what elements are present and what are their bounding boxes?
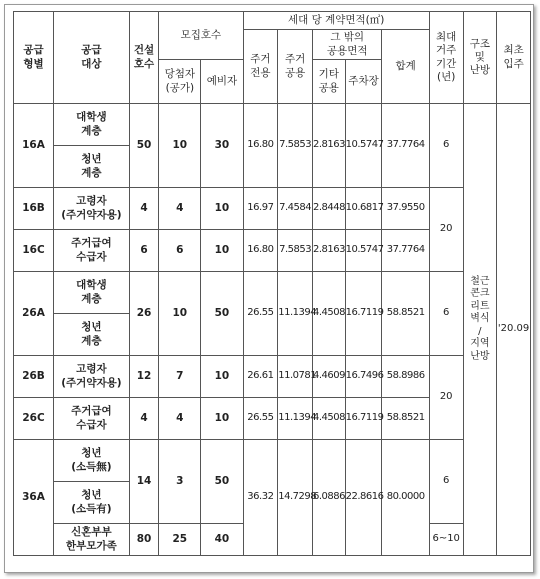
other-area-cell: 4.4609 [312, 356, 345, 398]
target-cell: 대학생 계층 [54, 104, 130, 146]
built-cell: 6 [129, 230, 158, 272]
table-row [14, 356, 531, 398]
common-area-cell: 14.7298 [278, 440, 313, 556]
type-cell: 26C [14, 398, 54, 440]
col-reserve-header: 예비자 [201, 60, 243, 104]
table-row [14, 440, 531, 482]
target-cell: 청년 (소득無) [54, 440, 130, 482]
col-area-header: 세대 당 계약면적(㎡) [243, 12, 429, 30]
period-cell: 20 [429, 188, 463, 272]
win-cell: 4 [159, 398, 201, 440]
other-area-cell: 6.0886 [312, 440, 345, 556]
parking-area-cell: 16.7496 [345, 356, 382, 398]
private-area-cell: 16.80 [243, 230, 278, 272]
target-cell: 주거급여 수급자 [54, 398, 130, 440]
type-cell: 36A [14, 440, 54, 556]
type-cell: 26B [14, 356, 54, 398]
private-area-cell: 16.97 [243, 188, 278, 230]
built-cell: 50 [129, 104, 158, 188]
common-area-cell: 7.4584 [278, 188, 313, 230]
type-cell: 16C [14, 230, 54, 272]
total-area-cell: 58.8521 [382, 272, 429, 356]
type-cell: 16A [14, 104, 54, 188]
table-row [14, 188, 531, 230]
period-cell: 20 [429, 356, 463, 440]
parking-area-cell: 10.5747 [345, 230, 382, 272]
target-cell: 주거급여 수급자 [54, 230, 130, 272]
built-cell: 26 [129, 272, 158, 356]
win-cell: 10 [159, 104, 201, 188]
total-area-cell: 37.9550 [382, 188, 429, 230]
other-area-cell: 4.4508 [312, 272, 345, 356]
col-first-move-header: 최초 입주 [497, 12, 531, 104]
built-cell: 80 [129, 524, 158, 556]
win-cell: 7 [159, 356, 201, 398]
col-common-header: 주거 공용 [278, 30, 313, 104]
common-area-cell: 7.5853 [278, 104, 313, 188]
target-cell: 청년 계층 [54, 314, 130, 356]
col-structure-header: 구조 및 난방 [463, 12, 497, 104]
reserve-cell: 10 [201, 356, 243, 398]
total-area-cell: 37.7764 [382, 104, 429, 188]
period-cell: 6 [429, 104, 463, 188]
common-area-cell: 11.1394 [278, 398, 313, 440]
other-area-cell: 4.4508 [312, 398, 345, 440]
total-area-cell: 37.7764 [382, 230, 429, 272]
private-area-cell: 36.32 [243, 440, 278, 556]
col-win-header: 당첨자 (공가) [159, 60, 201, 104]
reserve-cell: 30 [201, 104, 243, 188]
target-cell: 신혼부부 한부모가족 [54, 524, 130, 556]
reserve-cell: 40 [201, 524, 243, 556]
table-frame [4, 4, 534, 573]
col-target-header: 공급 대상 [54, 12, 130, 104]
structure-cell: 철근 콘크 리트 벽식 / 지역 난방 [463, 104, 497, 556]
win-cell: 10 [159, 272, 201, 356]
private-area-cell: 26.61 [243, 356, 278, 398]
common-area-cell: 7.5853 [278, 230, 313, 272]
common-area-cell: 11.0781 [278, 356, 313, 398]
built-cell: 12 [129, 356, 158, 398]
reserve-cell: 50 [201, 440, 243, 524]
supply-table [13, 11, 531, 556]
table-row [14, 104, 531, 146]
reserve-cell: 10 [201, 398, 243, 440]
col-parking-header: 주차장 [345, 60, 382, 104]
period-cell: 6 [429, 440, 463, 524]
win-cell: 3 [159, 440, 201, 524]
built-cell: 14 [129, 440, 158, 524]
win-cell: 25 [159, 524, 201, 556]
col-other-header: 기타 공용 [312, 60, 345, 104]
reserve-cell: 10 [201, 188, 243, 230]
target-cell: 대학생 계층 [54, 272, 130, 314]
win-cell: 6 [159, 230, 201, 272]
private-area-cell: 26.55 [243, 398, 278, 440]
target-cell: 고령자 (주거약자용) [54, 356, 130, 398]
parking-area-cell: 10.5747 [345, 104, 382, 188]
col-total-header: 합계 [382, 30, 429, 104]
reserve-cell: 50 [201, 272, 243, 356]
parking-area-cell: 16.7119 [345, 398, 382, 440]
col-type-header: 공급 형별 [14, 12, 54, 104]
total-area-cell: 58.8521 [382, 398, 429, 440]
type-cell: 26A [14, 272, 54, 356]
col-built-header: 건설 호수 [129, 12, 158, 104]
win-cell: 4 [159, 188, 201, 230]
built-cell: 4 [129, 188, 158, 230]
other-area-cell: 2.8163 [312, 230, 345, 272]
type-cell: 16B [14, 188, 54, 230]
private-area-cell: 16.80 [243, 104, 278, 188]
reserve-cell: 10 [201, 230, 243, 272]
parking-area-cell: 10.6817 [345, 188, 382, 230]
total-area-cell: 58.8986 [382, 356, 429, 398]
parking-area-cell: 16.7119 [345, 272, 382, 356]
col-private-header: 주거 전용 [243, 30, 278, 104]
col-other-area-header: 그 밖의 공용면적 [312, 30, 381, 60]
target-cell: 고령자 (주거약자용) [54, 188, 130, 230]
table-row [14, 272, 531, 314]
target-cell: 청년 (소득有) [54, 482, 130, 524]
period-cell: 6~10 [429, 524, 463, 556]
private-area-cell: 26.55 [243, 272, 278, 356]
period-cell: 6 [429, 272, 463, 356]
built-cell: 4 [129, 398, 158, 440]
target-cell: 청년 계층 [54, 146, 130, 188]
col-period-header: 최대 거주 기간 (년) [429, 12, 463, 104]
other-area-cell: 2.8448 [312, 188, 345, 230]
col-recruit-header: 모집호수 [159, 12, 243, 60]
other-area-cell: 2.8163 [312, 104, 345, 188]
parking-area-cell: 22.8616 [345, 440, 382, 556]
total-area-cell: 80.0000 [382, 440, 429, 556]
common-area-cell: 11.1394 [278, 272, 313, 356]
first-move-cell: '20.09 [497, 104, 531, 556]
